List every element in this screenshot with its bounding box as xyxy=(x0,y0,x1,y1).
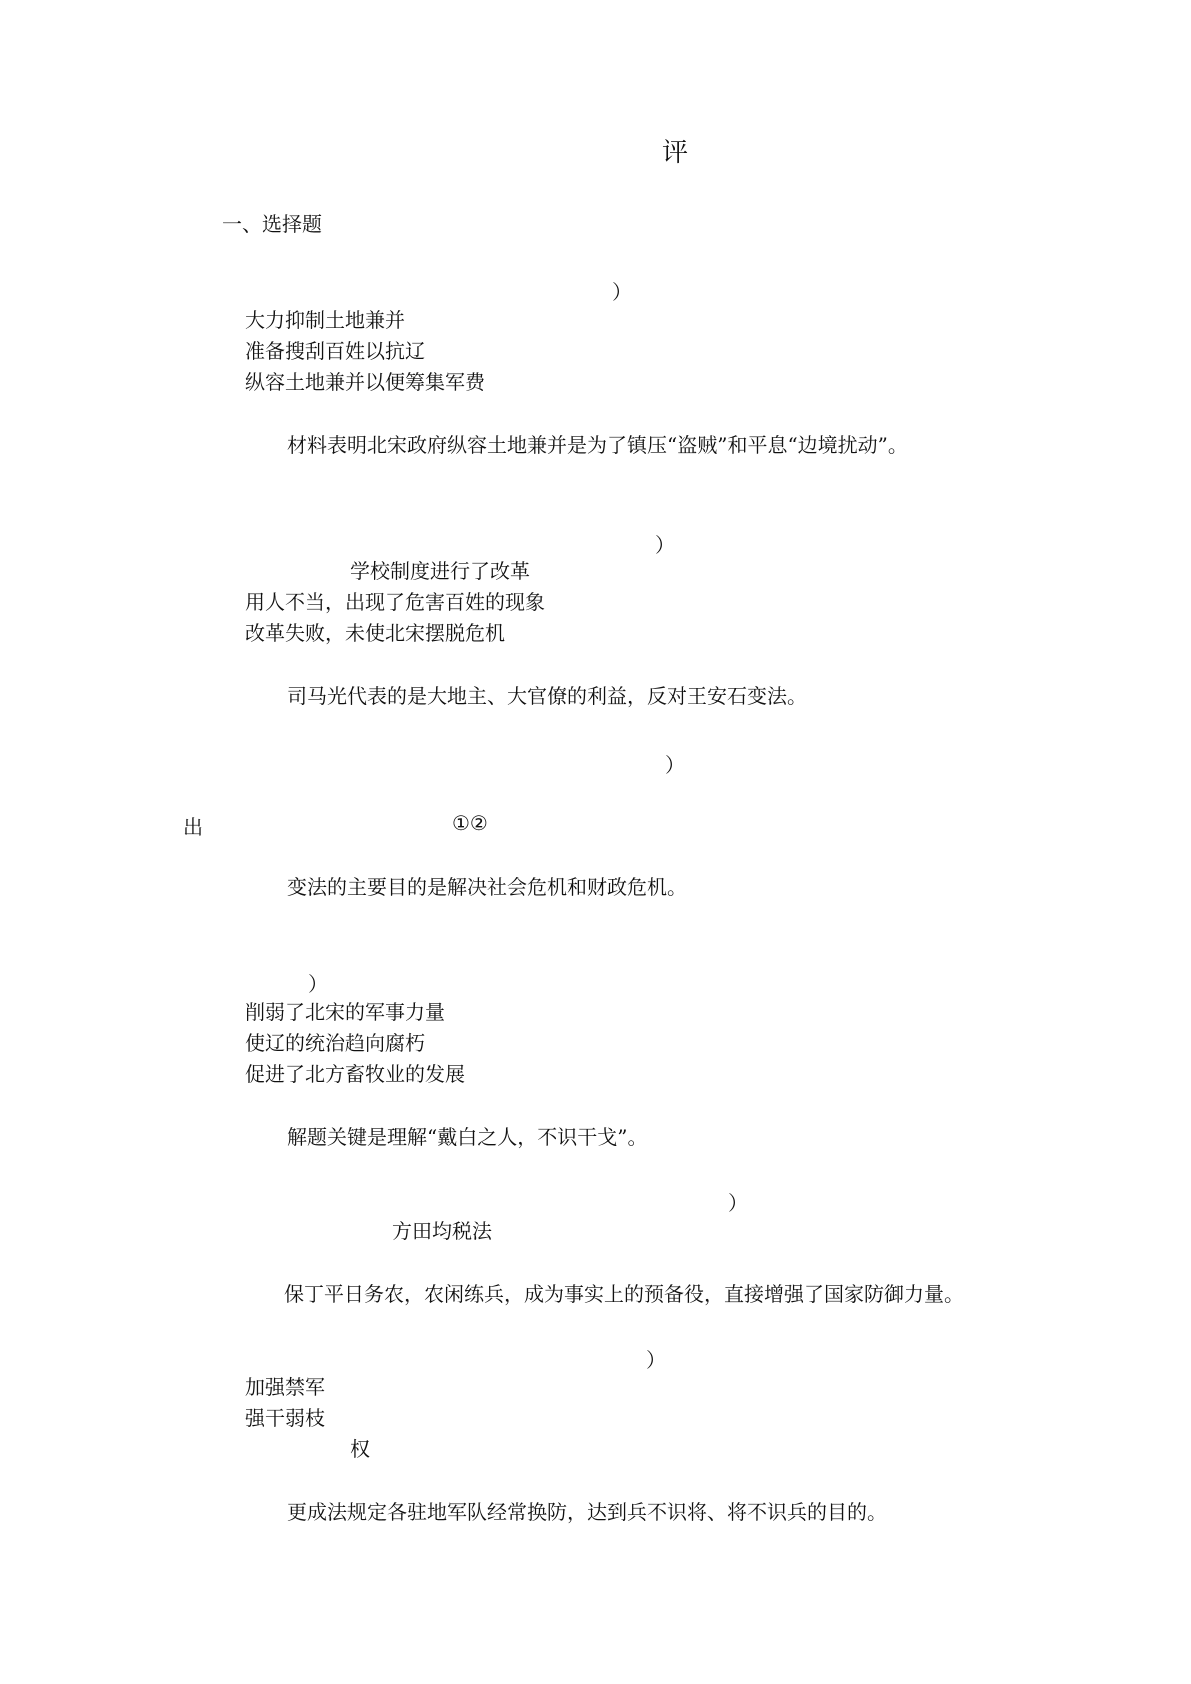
q6-paren: ） xyxy=(646,1348,666,1372)
q6-analysis: 更成法规定各驻地军队经常换防，达到兵不识将、将不识兵的目的。 xyxy=(287,1500,887,1524)
q1-option-c: 纵容土地兼并以便筹集军费 xyxy=(245,370,485,394)
q6-option-b: 强干弱枝 xyxy=(245,1406,325,1430)
q3-choice-marks: ①② xyxy=(452,811,488,835)
q6-option-c: 权 xyxy=(350,1437,370,1461)
q2-paren: ） xyxy=(655,533,675,557)
q6-option-a: 加强禁军 xyxy=(245,1375,325,1399)
q5-option-a: 方田均税法 xyxy=(392,1219,492,1243)
q5-paren: ） xyxy=(728,1191,748,1215)
q4-option-a: 削弱了北宋的军事力量 xyxy=(245,1000,445,1024)
q2-option-a: 学校制度进行了改革 xyxy=(350,559,530,583)
q1-analysis: 材料表明北宋政府纵容土地兼并是为了镇压“盗贼”和平息“边境扰动”。 xyxy=(287,433,908,457)
page-title: 评 xyxy=(662,138,689,168)
q4-paren: ） xyxy=(308,972,328,996)
q4-analysis: 解题关键是理解“戴白之人，不识干戈”。 xyxy=(287,1125,648,1149)
q4-option-c: 促进了北方畜牧业的发展 xyxy=(245,1062,465,1086)
section-heading: 一、选择题 xyxy=(222,212,322,236)
q3-analysis: 变法的主要目的是解决社会危机和财政危机。 xyxy=(287,875,687,899)
q3-left-char: 出 xyxy=(183,815,203,839)
q5-analysis: 保丁平日务农，农闲练兵，成为事实上的预备役，直接增强了国家防御力量。 xyxy=(284,1282,964,1306)
q2-option-b: 用人不当，出现了危害百姓的现象 xyxy=(245,590,545,614)
q2-option-c: 改革失败，未使北宋摆脱危机 xyxy=(245,621,505,645)
q1-option-a: 大力抑制土地兼并 xyxy=(245,308,405,332)
q4-option-b: 使辽的统治趋向腐朽 xyxy=(245,1031,425,1055)
q1-paren: ） xyxy=(612,280,632,304)
q1-option-b: 准备搜刮百姓以抗辽 xyxy=(245,339,425,363)
q3-paren: ） xyxy=(665,753,685,777)
q2-analysis: 司马光代表的是大地主、大官僚的利益，反对王安石变法。 xyxy=(287,684,807,708)
